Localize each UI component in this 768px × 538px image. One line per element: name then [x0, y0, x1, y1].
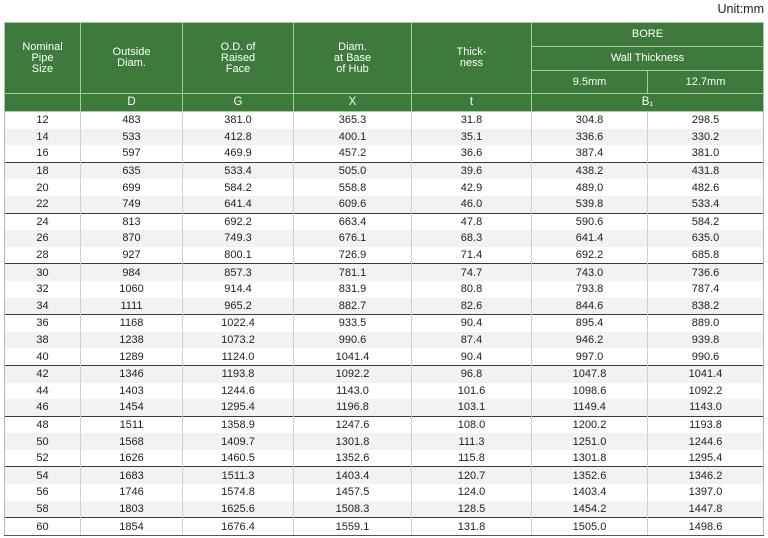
thickness-cell: 96.8: [412, 365, 532, 382]
nominal-size-cell: 18: [5, 162, 81, 179]
table-row: [5, 365, 764, 382]
hub-base-diam-cell: 781.1: [294, 264, 412, 281]
outside-diam-cell: 1626: [81, 450, 183, 467]
header-wall-9-5mm: 9.5mm: [532, 71, 648, 94]
table-row: [5, 298, 764, 315]
hub-base-diam-cell: 365.3: [294, 112, 412, 129]
outside-diam-cell: 984: [81, 264, 183, 281]
thickness-cell: 111.3: [412, 433, 532, 450]
raised-face-od-cell: 965.2: [183, 298, 294, 315]
thickness-cell: 71.4: [412, 247, 532, 264]
bore-12-7mm-cell: 1498.6: [648, 518, 764, 536]
hub-base-diam-cell: 1508.3: [294, 501, 412, 518]
outside-diam-cell: 1568: [81, 433, 183, 450]
hub-base-diam-cell: 1457.5: [294, 484, 412, 501]
thickness-cell: 36.6: [412, 145, 532, 162]
bore-12-7mm-cell: 431.8: [648, 162, 764, 179]
hub-base-diam-cell: 1352.6: [294, 450, 412, 467]
hub-base-diam-cell: 400.1: [294, 129, 412, 146]
raised-face-od-cell: 1358.9: [183, 416, 294, 433]
thickness-cell: 101.6: [412, 383, 532, 400]
thickness-cell: 31.8: [412, 112, 532, 129]
hub-base-diam-cell: 990.6: [294, 332, 412, 349]
nominal-size-cell: 36: [5, 315, 81, 332]
nominal-size-cell: 56: [5, 484, 81, 501]
bore-9-5mm-cell: 539.8: [532, 196, 648, 213]
bore-9-5mm-cell: 1200.2: [532, 416, 648, 433]
header-wall-12-7mm: 12.7mm: [648, 71, 764, 94]
bore-9-5mm-cell: 1403.4: [532, 484, 648, 501]
thickness-cell: 47.8: [412, 213, 532, 230]
nominal-size-cell: 38: [5, 332, 81, 349]
bore-12-7mm-cell: 1295.4: [648, 450, 764, 467]
raised-face-od-cell: 1022.4: [183, 315, 294, 332]
flange-dimension-table: [4, 22, 764, 536]
outside-diam-cell: 1289: [81, 348, 183, 365]
outside-diam-cell: 699: [81, 179, 183, 196]
bore-12-7mm-cell: 685.8: [648, 247, 764, 264]
bore-9-5mm-cell: 336.6: [532, 129, 648, 146]
raised-face-od-cell: 857.3: [183, 264, 294, 281]
raised-face-od-cell: 381.0: [183, 112, 294, 129]
raised-face-od-cell: 412.8: [183, 129, 294, 146]
bore-9-5mm-cell: 1352.6: [532, 467, 648, 484]
thickness-cell: 124.0: [412, 484, 532, 501]
hub-base-diam-cell: 1092.2: [294, 365, 412, 382]
table-row: [5, 416, 764, 433]
raised-face-od-cell: 914.4: [183, 281, 294, 298]
table-row: [5, 196, 764, 213]
bore-12-7mm-cell: 1397.0: [648, 484, 764, 501]
table-row: [5, 129, 764, 146]
thickness-cell: 115.8: [412, 450, 532, 467]
bore-12-7mm-cell: 889.0: [648, 315, 764, 332]
nominal-size-cell: 58: [5, 501, 81, 518]
hub-base-diam-cell: 1143.0: [294, 383, 412, 400]
table-row: [5, 213, 764, 230]
bore-9-5mm-cell: 1149.4: [532, 399, 648, 416]
raised-face-od-cell: 1295.4: [183, 399, 294, 416]
raised-face-od-cell: 1124.0: [183, 348, 294, 365]
table-row: [5, 179, 764, 196]
table-row: [5, 230, 764, 247]
raised-face-od-cell: 1244.6: [183, 383, 294, 400]
header-bore: BORE: [532, 23, 764, 47]
raised-face-od-cell: 469.9: [183, 145, 294, 162]
symbol-x: X: [294, 94, 412, 112]
hub-base-diam-cell: 882.7: [294, 298, 412, 315]
nominal-size-cell: 32: [5, 281, 81, 298]
raised-face-od-cell: 641.4: [183, 196, 294, 213]
hub-base-diam-cell: 726.9: [294, 247, 412, 264]
table-row: [5, 501, 764, 518]
raised-face-od-cell: 1409.7: [183, 433, 294, 450]
bore-9-5mm-cell: 1301.8: [532, 450, 648, 467]
hub-base-diam-cell: 1559.1: [294, 518, 412, 536]
hub-base-diam-cell: 663.4: [294, 213, 412, 230]
nominal-size-cell: 48: [5, 416, 81, 433]
bore-9-5mm-cell: 1505.0: [532, 518, 648, 536]
outside-diam-cell: 1746: [81, 484, 183, 501]
table-row: [5, 247, 764, 264]
bore-9-5mm-cell: 641.4: [532, 230, 648, 247]
hub-base-diam-cell: 1247.6: [294, 416, 412, 433]
bore-12-7mm-cell: 1447.8: [648, 501, 764, 518]
header-wall-thickness: Wall Thickness: [532, 47, 764, 71]
outside-diam-cell: 1683: [81, 467, 183, 484]
nominal-size-cell: 40: [5, 348, 81, 365]
raised-face-od-cell: 1073.2: [183, 332, 294, 349]
hub-base-diam-cell: 505.0: [294, 162, 412, 179]
bore-9-5mm-cell: 1251.0: [532, 433, 648, 450]
outside-diam-cell: 533: [81, 129, 183, 146]
bore-12-7mm-cell: 1143.0: [648, 399, 764, 416]
nominal-size-cell: 12: [5, 112, 81, 129]
thickness-cell: 46.0: [412, 196, 532, 213]
bore-9-5mm-cell: 304.8: [532, 112, 648, 129]
table-body: [5, 112, 764, 536]
bore-9-5mm-cell: 1098.6: [532, 383, 648, 400]
hub-base-diam-cell: 558.8: [294, 179, 412, 196]
nominal-size-cell: 16: [5, 145, 81, 162]
bore-12-7mm-cell: 1041.4: [648, 365, 764, 382]
nominal-size-cell: 42: [5, 365, 81, 382]
bore-12-7mm-cell: 990.6: [648, 348, 764, 365]
hub-base-diam-cell: 1196.8: [294, 399, 412, 416]
bore-12-7mm-cell: 1092.2: [648, 383, 764, 400]
outside-diam-cell: 870: [81, 230, 183, 247]
table-row: [5, 433, 764, 450]
bore-9-5mm-cell: 844.6: [532, 298, 648, 315]
thickness-cell: 35.1: [412, 129, 532, 146]
hub-base-diam-cell: 1301.8: [294, 433, 412, 450]
bore-9-5mm-cell: 692.2: [532, 247, 648, 264]
outside-diam-cell: 927: [81, 247, 183, 264]
hub-base-diam-cell: 676.1: [294, 230, 412, 247]
bore-12-7mm-cell: 838.2: [648, 298, 764, 315]
raised-face-od-cell: 1193.8: [183, 365, 294, 382]
raised-face-od-cell: 800.1: [183, 247, 294, 264]
bore-12-7mm-cell: 482.6: [648, 179, 764, 196]
raised-face-od-cell: 1625.6: [183, 501, 294, 518]
outside-diam-cell: 813: [81, 213, 183, 230]
bore-9-5mm-cell: 387.4: [532, 145, 648, 162]
header-outside-diameter: Outside Diam.: [81, 23, 183, 94]
table-row: [5, 145, 764, 162]
outside-diam-cell: 1403: [81, 383, 183, 400]
table-row: [5, 467, 764, 484]
hub-base-diam-cell: 933.5: [294, 315, 412, 332]
bore-12-7mm-cell: 1346.2: [648, 467, 764, 484]
bore-12-7mm-cell: 330.2: [648, 129, 764, 146]
table-row: [5, 383, 764, 400]
bore-9-5mm-cell: 895.4: [532, 315, 648, 332]
symbol-g: G: [183, 94, 294, 112]
raised-face-od-cell: 1511.3: [183, 467, 294, 484]
nominal-size-cell: 54: [5, 467, 81, 484]
outside-diam-cell: 1511: [81, 416, 183, 433]
thickness-cell: 103.1: [412, 399, 532, 416]
thickness-cell: 68.3: [412, 230, 532, 247]
nominal-size-cell: 34: [5, 298, 81, 315]
outside-diam-cell: 597: [81, 145, 183, 162]
outside-diam-cell: 1111: [81, 298, 183, 315]
bore-9-5mm-cell: 946.2: [532, 332, 648, 349]
header-diam-base-hub: Diam. at Base of Hub: [294, 23, 412, 94]
hub-base-diam-cell: 831.9: [294, 281, 412, 298]
thickness-cell: 120.7: [412, 467, 532, 484]
table-row: [5, 112, 764, 129]
hub-base-diam-cell: 609.6: [294, 196, 412, 213]
table-row: [5, 450, 764, 467]
header-thickness: Thick- ness: [412, 23, 532, 94]
nominal-size-cell: 52: [5, 450, 81, 467]
thickness-cell: 82.6: [412, 298, 532, 315]
nominal-size-cell: 60: [5, 518, 81, 536]
outside-diam-cell: 635: [81, 162, 183, 179]
raised-face-od-cell: 1676.4: [183, 518, 294, 536]
table-row: [5, 484, 764, 501]
outside-diam-cell: 1060: [81, 281, 183, 298]
bore-9-5mm-cell: 438.2: [532, 162, 648, 179]
nominal-size-cell: 30: [5, 264, 81, 281]
table-row: [5, 348, 764, 365]
symbol-t: t: [412, 94, 532, 112]
outside-diam-cell: 1454: [81, 399, 183, 416]
thickness-cell: 90.4: [412, 315, 532, 332]
bore-9-5mm-cell: 1454.2: [532, 501, 648, 518]
outside-diam-cell: 1168: [81, 315, 183, 332]
bore-12-7mm-cell: 298.5: [648, 112, 764, 129]
bore-9-5mm-cell: 793.8: [532, 281, 648, 298]
bore-12-7mm-cell: 381.0: [648, 145, 764, 162]
table-row: [5, 315, 764, 332]
bore-9-5mm-cell: 997.0: [532, 348, 648, 365]
table-row: [5, 332, 764, 349]
thickness-cell: 128.5: [412, 501, 532, 518]
bore-9-5mm-cell: 1047.8: [532, 365, 648, 382]
raised-face-od-cell: 692.2: [183, 213, 294, 230]
bore-9-5mm-cell: 489.0: [532, 179, 648, 196]
nominal-size-cell: 14: [5, 129, 81, 146]
raised-face-od-cell: 749.3: [183, 230, 294, 247]
table-row: [5, 399, 764, 416]
header-nominal-pipe-size: Nominal Pipe Size: [5, 23, 81, 94]
thickness-cell: 39.6: [412, 162, 532, 179]
symbol-blank: [5, 94, 81, 112]
raised-face-od-cell: 533.4: [183, 162, 294, 179]
nominal-size-cell: 20: [5, 179, 81, 196]
unit-label: Unit:mm: [717, 2, 764, 16]
outside-diam-cell: 1854: [81, 518, 183, 536]
nominal-size-cell: 50: [5, 433, 81, 450]
thickness-cell: 80.8: [412, 281, 532, 298]
table-row: [5, 162, 764, 179]
nominal-size-cell: 24: [5, 213, 81, 230]
outside-diam-cell: 1346: [81, 365, 183, 382]
thickness-cell: 42.9: [412, 179, 532, 196]
bore-12-7mm-cell: 1193.8: [648, 416, 764, 433]
bore-12-7mm-cell: 736.6: [648, 264, 764, 281]
bore-12-7mm-cell: 1244.6: [648, 433, 764, 450]
outside-diam-cell: 1803: [81, 501, 183, 518]
raised-face-od-cell: 1460.5: [183, 450, 294, 467]
nominal-size-cell: 28: [5, 247, 81, 264]
thickness-cell: 108.0: [412, 416, 532, 433]
thickness-cell: 74.7: [412, 264, 532, 281]
hub-base-diam-cell: 457.2: [294, 145, 412, 162]
hub-base-diam-cell: 1403.4: [294, 467, 412, 484]
hub-base-diam-cell: 1041.4: [294, 348, 412, 365]
thickness-cell: 90.4: [412, 348, 532, 365]
table-row: [5, 518, 764, 536]
bore-12-7mm-cell: 584.2: [648, 213, 764, 230]
nominal-size-cell: 44: [5, 383, 81, 400]
symbol-b1: B₁: [532, 94, 764, 112]
thickness-cell: 87.4: [412, 332, 532, 349]
bore-12-7mm-cell: 787.4: [648, 281, 764, 298]
nominal-size-cell: 46: [5, 399, 81, 416]
raised-face-od-cell: 1574.8: [183, 484, 294, 501]
thickness-cell: 131.8: [412, 518, 532, 536]
raised-face-od-cell: 584.2: [183, 179, 294, 196]
header-od-raised-face: O.D. of Raised Face: [183, 23, 294, 94]
bore-12-7mm-cell: 635.0: [648, 230, 764, 247]
nominal-size-cell: 26: [5, 230, 81, 247]
outside-diam-cell: 749: [81, 196, 183, 213]
outside-diam-cell: 1238: [81, 332, 183, 349]
bore-9-5mm-cell: 590.6: [532, 213, 648, 230]
outside-diam-cell: 483: [81, 112, 183, 129]
nominal-size-cell: 22: [5, 196, 81, 213]
symbol-d: D: [81, 94, 183, 112]
table-row: [5, 281, 764, 298]
table-row: [5, 264, 764, 281]
bore-9-5mm-cell: 743.0: [532, 264, 648, 281]
bore-12-7mm-cell: 939.8: [648, 332, 764, 349]
bore-12-7mm-cell: 533.4: [648, 196, 764, 213]
